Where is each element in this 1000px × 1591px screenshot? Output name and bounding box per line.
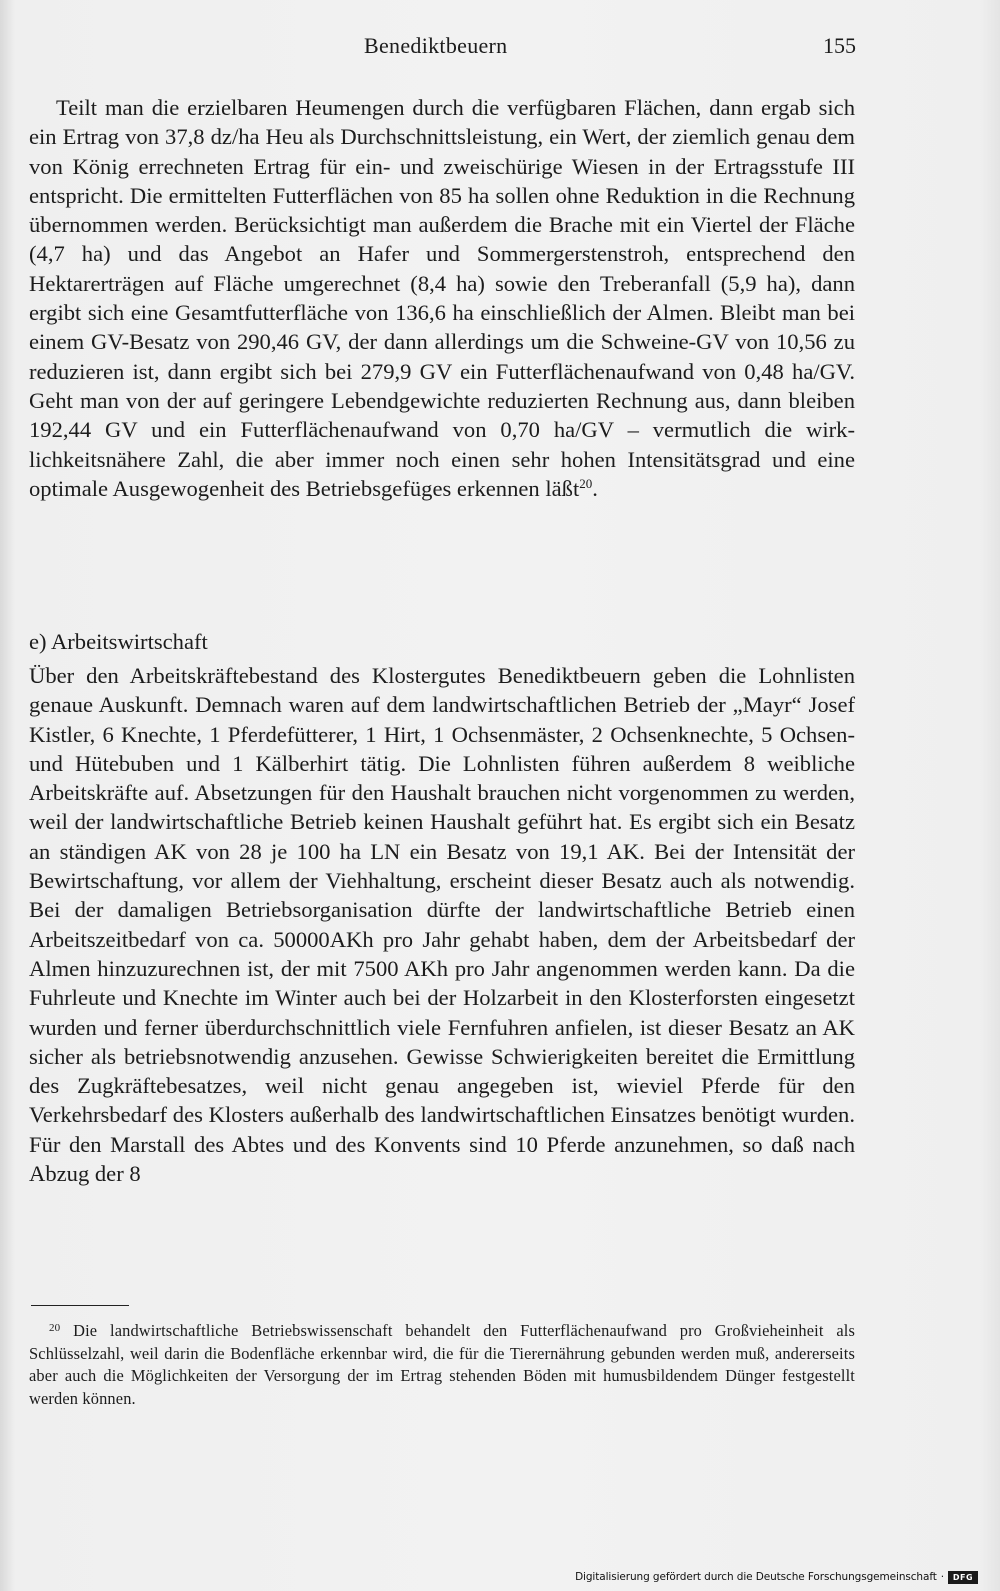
running-title: Benediktbeuern bbox=[364, 33, 508, 58]
dfg-logo: DFG bbox=[948, 1571, 978, 1584]
section-heading: e) Arbeitswirtschaft bbox=[29, 629, 208, 654]
footnote-text: Die landwirtschaftliche Betriebswissenschaft behandelt den Futterflächenaufwand pro Großvieheinheit als Schlüsselzahl, weil darin die Bodenfläche erkennbar wird, die für die Tierernährung gebunden werden muß, andererseits aber auch die Möglichkeiten der Versorgung der im Ertrag stehenden Böden mit humusbildendem Dünger festgestellt werden können. bbox=[29, 1321, 855, 1408]
footnote-number: 20 bbox=[49, 1322, 61, 1334]
paragraph-1-end: . bbox=[592, 475, 598, 501]
footnote-reference[interactable]: 20 bbox=[579, 475, 593, 491]
footnote bbox=[29, 1320, 855, 1410]
paragraph-2-text: Über den Arbeitskräftebestand des Klostergutes Benediktbeuern geben die Lohnlisten genaue Auskunft. Demnach waren auf dem landwirtschaftlichen Betrieb der „Mayr“ Josef Kistler, 6 Knechte, 1 Pferdefütterer, 1 Hirt, 1 Ochsenmäster, 2 Ochsenknechte, 5 Ochsen- und Hütebuben und 1 Kälberhirt tätig. Die Lohnlisten führen außerdem 8 weibliche Arbeitskräfte auf. Absetzungen für den Haushalt brauchen nicht vorgenommen zu werden, weil der landwirtschaftliche Betrieb keinen Haushalt geführt hat. Es ergibt sich ein Besatz an ständigen AK von 28 je 100 ha LN ein Besatz von 19,1 AK. Bei der Intensität der Bewirtschaftung, vor allem der Viehhaltung, erscheint dieser Besatz auch als notwendig. Bei der damaligen Betriebsorganisation dürfte der landwirtschaftliche Betrieb einen Arbeitszeitbedarf von ca. 50000AKh pro Jahr gehabt haben, dem der Arbeitsbedarf der Almen hinzuzurechnen ist, der mit 7500 AKh pro Jahr angenommen werden kann. Da die Fuhrleute und Knechte im Winter auch bei der Holzarbeit in den Klosterforsten eingesetzt wurden und ferner überdurchschnittlich viele Fernfuhren anfielen, ist dieser Besatz an AK sicher als betriebsnotwendig anzusehen. Gewisse Schwierigkeiten bereitet die Ermittlung des Zugkräftebesatzes, weil nicht genau angegeben ist, wieviel Pferde für den Verkehrsbedarf des Klosters außerhalb des landwirtschaftlichen Einsatzes benötigt wurden. Für den Marstall des Abtes und des Konvents sind 10 Pferde anzunehmen, so daß nach Abzug der 8 bbox=[29, 663, 855, 1187]
running-head bbox=[0, 33, 1000, 63]
body-paragraph-2 bbox=[29, 661, 855, 1188]
body-paragraph-1 bbox=[29, 93, 855, 503]
page-number: 155 bbox=[823, 33, 856, 58]
paragraph-1-text: Teilt man die erzielbaren Heumengen durch die verfügbaren Flächen, dann ergab sich ein Ertrag von 37,8 dz/ha Heu als Durchschnittsleistung, ein Wert, der ziemlich genau dem von König errechneten Ertrag für ein- und zweischürige Wiesen in der Ertragsstufe III entspricht. Die ermittelten Futterflächen von 85 ha sollen ohne Reduktion in die Rechnung übernommen werden. Berücksichtigt man außerdem die Brache mit ein Viertel der Fläche (4,7 ha) und das Angebot an Hafer und Sommergerstenstroh, entsprechend den Hektarerträgen auf Fläche umgerechnet (8,4 ha) sowie den Treberanfall (5,9 ha), dann ergibt sich eine Gesamtfutterfläche von 136,6 ha einschließlich der Almen. Bleibt man bei einem GV-Besatz von 290,46 GV, der dann allerdings um die Schweine-GV von 10,56 zu reduzieren ist, dann ergibt sich bei 279,9 GV ein Futterflächenaufwand von 0,48 ha/GV. Geht man von der auf geringere Lebendgewichte reduzierten Rechnung aus, dann bleiben 192,44 GV und ein Futterflächenaufwand von 0,70 ha/GV – vermutlich die wirklichkeitsnähere Zahl, die aber immer noch einen sehr hohen Intensitätsgrad und eine optimale Ausgewogenheit des Betriebsgefüges erkennen läßt bbox=[29, 95, 855, 501]
digitization-separator: · bbox=[940, 1571, 944, 1583]
digitization-notice bbox=[575, 1569, 978, 1585]
footnote-separator bbox=[31, 1305, 129, 1306]
digitization-text: Digitalisierung gefördert durch die Deutsche Forschungsgemeinschaft bbox=[575, 1571, 937, 1583]
